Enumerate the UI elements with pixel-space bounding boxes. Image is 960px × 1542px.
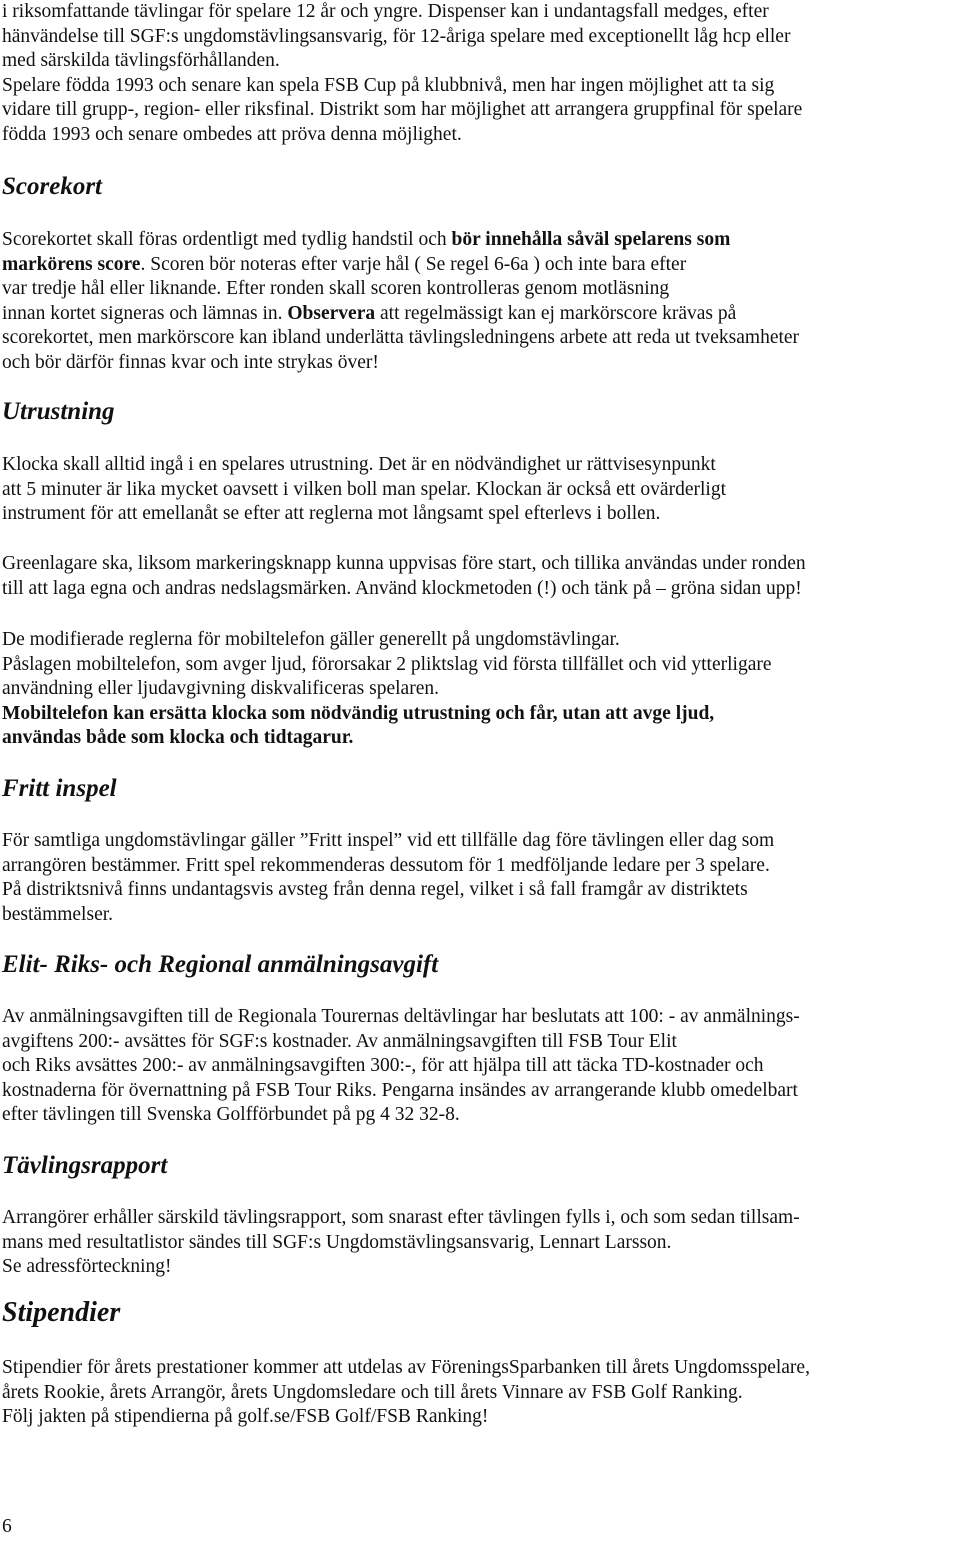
intro-paragraph [2,0,958,148]
text-line: kostnaderna för övernattning på FSB Tour Riks. Pengarna insändes av arrangerande klubb omedelbart [2,1079,798,1101]
section-scorekort [2,172,958,202]
text-line: De modifierade reglerna för mobiltelefon gäller generellt på ungdomstävlingar. [2,629,620,650]
text-line: och bör därför finnas kvar och inte strykas över! [2,351,379,373]
text-line: vidare till grupp-, region- eller riksfinal. Distrikt som har möjlighet att arrangera gruppfinal för spelare [2,99,803,121]
section-heading: Stipendier [2,1297,121,1328]
text-line: bestämmelser. [2,903,114,925]
tavlingsrapport-paragraph [2,1206,958,1280]
utrustning-paragraph-1 [2,453,958,527]
text-line: Greenlagare ska, liksom markeringsknapp kunna uppvisas före start, och tillika användas under ronden [2,553,806,574]
section-heading: Elit- Riks- och Regional anmälningsavgift [2,951,439,978]
scorekort-paragraph [2,228,958,376]
text-line: avgiftens 200:- avsättes för SGF:s kostnader. Av anmälningsavgiften till FSB Tour Elit [2,1030,677,1052]
text-line [2,302,958,327]
section-heading: Scorekort [2,173,102,200]
text-line: På distriktsnivå finns undantagsvis avsteg från denna regel, vilket i så fall framgår av distriktets [2,879,748,901]
utrustning-paragraph-2 [2,552,958,601]
text-line: Påslagen mobiltelefon, som avger ljud, förorsakar 2 pliktslag vid första tillfället och vid ytterligare [2,653,772,675]
utrustning-paragraph-3 [2,628,958,751]
bold-text: bör innehålla såväl spelarens som [451,229,731,250]
text-run: innan kortet signeras och lämnas in. [2,302,288,324]
text-line: födda 1993 och senare ombedes att pröva denna möjlighet. [2,123,462,145]
text-line: Klocka skall alltid ingå i en spelares utrustning. Det är en nödvändighet ur rättvisesynpunkt [2,454,716,475]
text-line: att 5 minuter är lika mycket oavsett i vilken boll man spelar. Klockan är också ett ovärderligt [2,478,726,500]
text-line: scorekortet, men markörscore kan ibland underlätta tävlingsledningens arbete att reda ut tveksamheter [2,327,800,349]
section-heading: Utrustning [2,398,115,425]
text-line: mans med resultatlistor sändes till SGF:s Ungdomstävlingsansvarig, Lennart Larsson. [2,1231,672,1253]
text-line: Av anmälningsavgiften till de Regionala Tourernas deltävlingar har beslutats att 100: - av anmälnings- [2,1006,800,1027]
text-line: med särskilda tävlingsförhållanden. [2,50,280,72]
text-line: För samtliga ungdomstävlingar gäller ”Fritt inspel” vid ett tillfälle dag före tävlingen eller dag som [2,830,775,851]
text-line: arrangören bestämmer. Fritt spel rekommenderas dessutom för 1 medföljande ledare per 3 spelare. [2,854,770,876]
bold-text-line: användas både som klocka och tidtagarur. [2,727,354,749]
section-fritt-inspel [2,774,958,804]
fritt-inspel-paragraph [2,829,958,927]
text-line [2,253,958,278]
page-number: 6 [2,1516,12,1537]
section-heading: Fritt inspel [2,775,117,802]
text-line: i riksomfattande tävlingar för spelare 12 år och yngre. Dispenser kan i undantagsfall medges, efter [2,1,769,22]
text-line: var tredje hål eller liknande. Efter ronden skall scoren kontrolleras genom motläsning [2,278,670,300]
text-line [2,228,958,253]
text-line: till att laga egna och andras nedslagsmärken. Använd klockmetoden (!) och tänk på – gröna sidan upp! [2,577,802,599]
bold-text: markörens score [2,253,141,275]
section-heading: Tävlingsrapport [2,1152,168,1179]
text-line: instrument för att emellanåt se efter att reglerna mot långsamt spel efterlevs i bollen. [2,503,661,525]
text-run: . Scoren bör noteras efter varje hål ( Se regel 6-6a ) och inte bara efter [140,253,687,275]
text-line: Spelare födda 1993 och senare kan spela FSB Cup på klubbnivå, men har ingen möjlighet att ta sig [2,74,775,96]
section-anmalningsavgift [2,950,958,980]
text-line: Arrangörer erhåller särskild tävlingsrapport, som snarast efter tävlingen fylls i, och som sedan tillsam- [2,1207,800,1228]
text-line: Stipendier för årets prestationer kommer att utdelas av FöreningsSparbanken till årets Ungdomsspelare, [2,1357,810,1378]
text-run: att regelmässigt kan ej markörscore krävas på [375,302,737,324]
bold-text-line: Mobiltelefon kan ersätta klocka som nödvändig utrustning och får, utan att avge ljud, [2,702,715,724]
section-stipendier [2,1298,958,1328]
section-utrustning [2,397,958,427]
text-line: och Riks avsättes 200:- av anmälningsavgiften 300:-, för att hjälpa till att täcka TD-kostnader och [2,1055,764,1077]
text-line: Följ jakten på stipendierna på golf.se/FSB Golf/FSB Ranking! [2,1406,489,1428]
bold-text: Observera [287,302,376,324]
text-run: Scorekortet skall föras ordentligt med tydlig handstil och [2,229,452,250]
text-line: årets Rookie, årets Arrangör, årets Ungdomsledare och till årets Vinnare av FSB Golf Ranking. [2,1381,743,1403]
section-tavlingsrapport [2,1151,958,1181]
anmalningsavgift-paragraph [2,1005,958,1128]
text-line: Se adressförteckning! [2,1256,172,1278]
text-line: efter tävlingen till Svenska Golfförbundet på pg 4 32 32-8. [2,1104,460,1126]
stipendier-paragraph [2,1356,958,1430]
text-line: användning eller ljudavgivning diskvalificeras spelaren. [2,678,439,700]
text-line: hänvändelse till SGF:s ungdomstävlingsansvarig, för 12-åriga spelare med exceptionellt låg hcp eller [2,25,791,47]
